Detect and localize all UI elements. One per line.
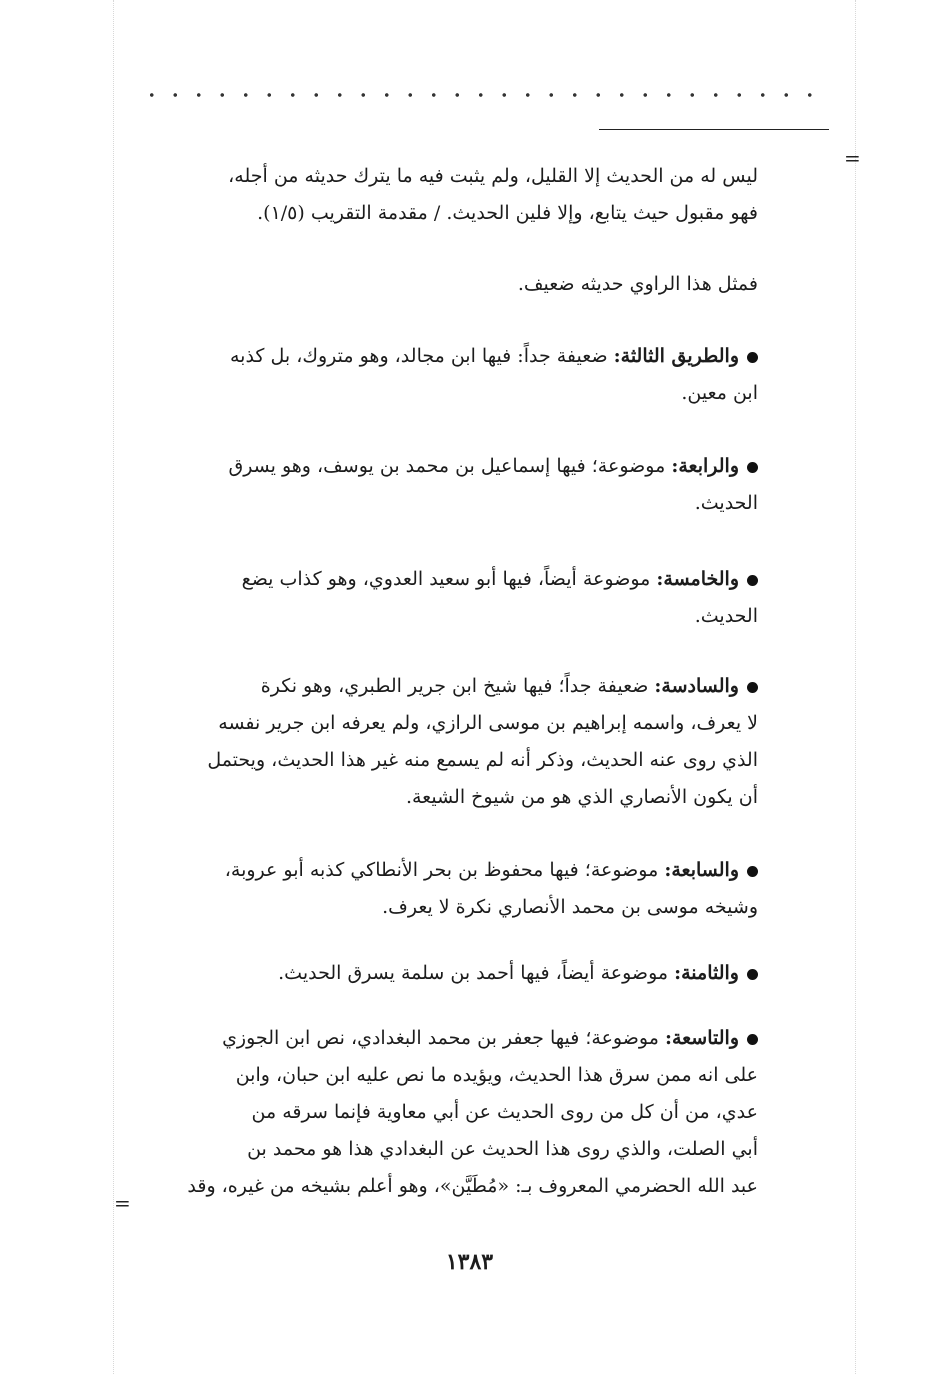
text-line — [130, 668, 758, 705]
item-text: موضوعة؛ فيها محفوظ بن بحر الأنطاكي كذبه أبو عروبة، — [224, 859, 659, 881]
paragraph-conclusion — [130, 266, 758, 303]
text-line: الحديث. — [694, 492, 758, 514]
item-fourth-route — [130, 448, 758, 522]
text-line: عبد الله الحضرمي المعروف بـ: «مُطَيَّن»، وهو أعلم بشيخه من غيره، وقد — [187, 1175, 758, 1197]
item-label: والتاسعة: — [664, 1027, 739, 1049]
item-third-route — [130, 338, 758, 412]
item-text: ضعيفة جداً: فيها ابن مجالد، وهو متروك، بل كذبه — [229, 345, 608, 367]
text-line: فهو مقبول حيث يتابع، وإلا فلين الحديث. / مقدمة التقريب (١/٥). — [257, 202, 758, 224]
bullet-icon — [747, 462, 758, 473]
text-line: ليس له من الحديث إلا القليل، ولم يثبت فيه ما يترك حديثه من أجله، — [228, 165, 758, 187]
item-seventh-route — [130, 852, 758, 926]
item-label: والثامنة: — [674, 962, 739, 984]
text-line: أبي الصلت، والذي روى هذا الحديث عن البغدادي هذا هو محمد بن — [247, 1138, 758, 1160]
text-line: فمثل هذا الراوي حديثه ضعيف. — [517, 273, 758, 295]
item-label: والسابعة: — [664, 859, 739, 881]
footnote-rule — [599, 129, 829, 130]
text-line — [130, 448, 758, 485]
text-line: لا يعرف، واسمه إبراهيم بن موسى الرازي، ولم يعرفه ابن جرير نفسه — [218, 712, 758, 734]
item-label: والخامسة: — [656, 568, 739, 590]
continuation-mark-bottom: = — [114, 1191, 131, 1215]
bullet-icon — [747, 352, 758, 363]
text-line — [130, 1020, 758, 1057]
text-line: وشيخه موسى بن محمد الأنصاري نكرة لا يعرف. — [382, 896, 758, 918]
item-label: والسادسة: — [654, 675, 739, 697]
item-text: موضوعة؛ فيها جعفر بن محمد البغدادي، نص ابن الجوزي — [222, 1027, 659, 1049]
text-line — [130, 852, 758, 889]
text-line: على انه ممن سرق هذا الحديث، ويؤيده ما نص عليه ابن حبان، وابن — [235, 1064, 758, 1086]
page-number: ١٣٨٣ — [445, 1249, 494, 1275]
text-line: الحديث. — [694, 605, 758, 627]
scan-edge-left — [113, 0, 114, 1374]
text-line: ابن معين. — [681, 382, 758, 404]
dotted-separator — [140, 86, 830, 104]
bullet-icon — [747, 1034, 758, 1045]
bullet-icon — [747, 969, 758, 980]
text-line — [130, 338, 758, 375]
text-line: عدي، من أن كل من روى الحديث عن أبي معاوية فإنما سرقه من — [251, 1101, 758, 1123]
item-text: موضوعة أيضاً، فيها أبو سعيد العدوي، وهو كذاب يضع — [241, 568, 651, 590]
item-text: ضعيفة جداً؛ فيها شيخ ابن جرير الطبري، وهو نكرة — [260, 675, 649, 697]
text-line: أن يكون الأنصاري الذي هو من شيوخ الشيعة. — [405, 786, 758, 808]
item-label: والطريق الثالثة: — [613, 345, 739, 367]
item-sixth-route — [130, 668, 758, 816]
item-text: موضوعة؛ فيها إسماعيل بن محمد بن يوسف، وهو يسرق — [228, 455, 666, 477]
text-line — [130, 955, 758, 992]
bullet-icon — [747, 682, 758, 693]
text-line — [130, 561, 758, 598]
item-label: والرابعة: — [671, 455, 739, 477]
continuation-mark-top: = — [844, 146, 861, 170]
paragraph-intro — [130, 158, 758, 232]
scan-edge-right — [855, 0, 856, 1374]
item-text: موضوعة أيضاً، فيها أحمد بن سلمة يسرق الحديث. — [278, 962, 669, 984]
bullet-icon — [747, 575, 758, 586]
item-ninth-route — [130, 1020, 758, 1205]
text-line: الذي روى عنه الحديث، وذكر أنه لم يسمع منه غير هذا الحديث، ويحتمل — [207, 749, 758, 771]
bullet-icon — [747, 866, 758, 877]
item-eighth-route — [130, 955, 758, 992]
item-fifth-route — [130, 561, 758, 635]
